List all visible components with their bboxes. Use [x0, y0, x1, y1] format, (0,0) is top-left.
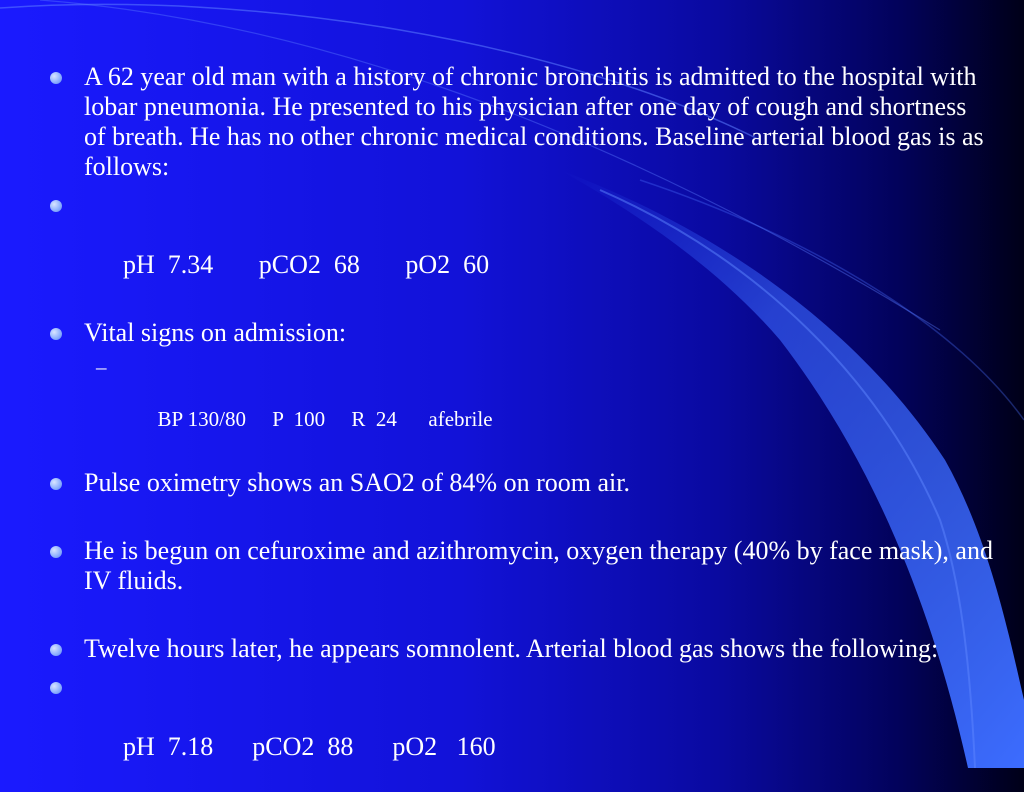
bullet-treatment	[44, 536, 994, 596]
bullet-dot-icon	[50, 200, 62, 212]
bullet-text: A 62 year old man with a history of chronic bronchitis is admitted to the hospital with lobar pneumonia. He presented to his physician after one day of cough and shortness of breath. He has no other chronic medical conditions. Baseline arterial blood gas is as follows:	[84, 62, 984, 181]
bullet-dot-icon	[50, 546, 62, 558]
bullet-text: Vital signs on admission:	[84, 318, 347, 347]
bullet-dot-icon	[50, 478, 62, 490]
bullet-dot-icon	[50, 682, 62, 694]
sub-bullet-vitals	[44, 354, 994, 458]
bullet-followup-abg	[44, 672, 994, 792]
bullet-vital-signs	[44, 318, 994, 348]
dash-marker-icon: –	[96, 355, 107, 379]
bullet-dot-icon	[50, 72, 62, 84]
bullet-dot-icon	[50, 644, 62, 656]
bullet-text: Pulse oximetry shows an SAO2 of 84% on room air.	[84, 468, 630, 497]
bullet-twelve-hours-later	[44, 634, 994, 664]
bullet-text: He is begun on cefuroxime and azithromycin, oxygen therapy (40% by face mask), and IV fluids.	[84, 536, 993, 595]
bullet-text: Twelve hours later, he appears somnolent. Arterial blood gas shows the following:	[84, 634, 939, 663]
bullet-baseline-abg	[44, 190, 994, 310]
bullet-text: pH 7.34 pCO2 68 pO2 60	[123, 250, 490, 279]
slide-content	[44, 62, 994, 792]
bullet-case-history	[44, 62, 994, 182]
bullet-dot-icon	[50, 328, 62, 340]
bullet-pulse-oximetry	[44, 468, 994, 498]
bullet-text: pH 7.18 pCO2 88 pO2 160	[123, 732, 496, 761]
sub-bullet-text: BP 130/80 P 100 R 24 afebrile	[157, 407, 493, 431]
